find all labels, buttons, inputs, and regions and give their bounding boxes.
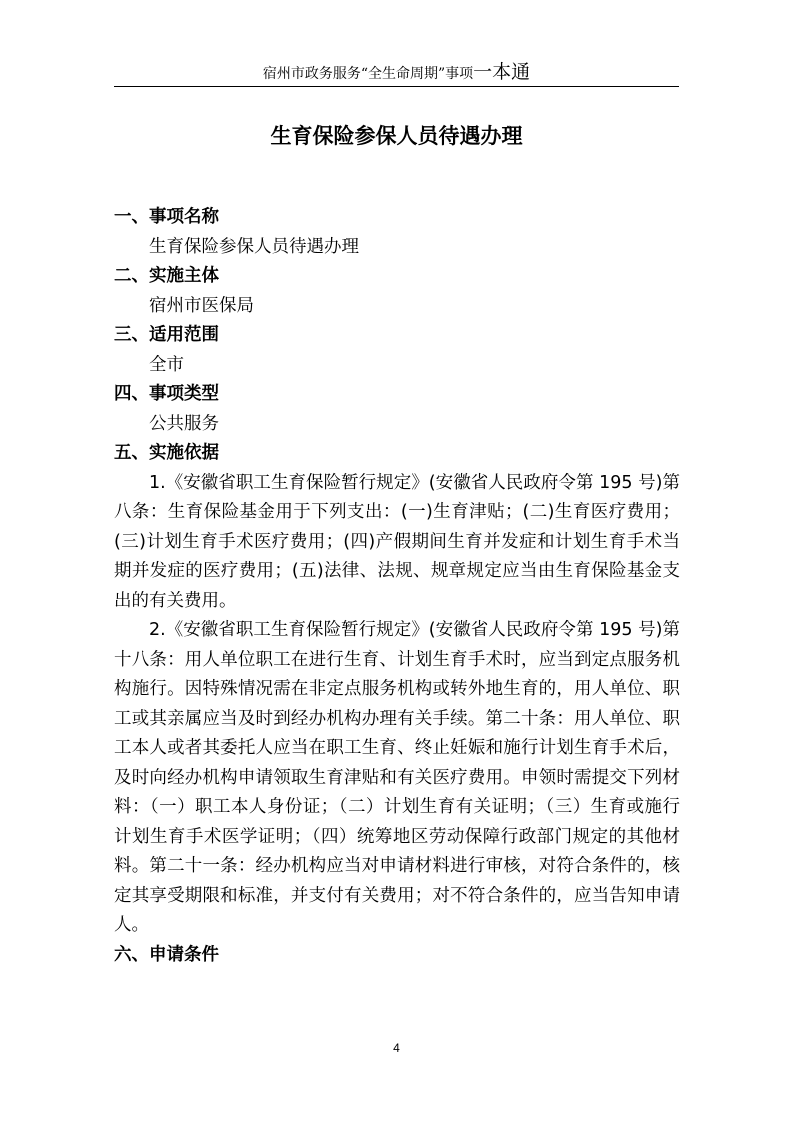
running-header <box>114 62 679 84</box>
section-content-subject: 宿州市医保局 <box>149 295 254 316</box>
document-title: 生育保险参保人员待遇办理 <box>270 124 523 148</box>
section-heading-type: 四、事项类型 <box>114 384 219 404</box>
basis-paragraph-1: 1.《安徽省职工生育保险暂行规定》(安徽省人民政府令第 195 号)第八条：生育保险基金用于下列支出：(一)生育津贴；(二)生育医疗费用；(三)计划生育手术医疗费用；(四)产假期间生育并发症和计划生育手术当期并发症的医疗费用；(五)法律、法规、规章规定应当由生育保险基金支出的有关费用。 <box>114 472 680 611</box>
header-text: 宿州市政务服务“全生命周期”事项 <box>262 66 474 82</box>
section-heading-subject: 二、实施主体 <box>114 266 219 286</box>
page-number: 4 <box>393 1041 400 1055</box>
section-heading-scope: 三、适用范围 <box>114 325 219 345</box>
section-heading-name: 一、事项名称 <box>114 207 219 227</box>
header-rule <box>114 86 679 87</box>
basis-paragraph-2: 2.《安徽省职工生育保险暂行规定》(安徽省人民政府令第 195 号)第十八条：用人单位职工在进行生育、计划生育手术时，应当到定点服务机构施行。因特殊情况需在非定点服务机构或转外地生育的，用人单位、职工或其亲属应当及时到经办机构办理有关手续。第二十条：用人单位、职工本人或者其委托人应当在职工生育、终止妊娠和施行计划生育手术后，及时向经办机构申请领取生育津贴和有关医疗费用。申领时需提交下列材料：（一）职工本人身份证；（二）计划生育有关证明；（三）生育或施行计划生育手术医学证明；（四）统筹地区劳动保障行政部门规定的其他材料。第二十一条：经办机构应当对申请材料进行审核，对符合条件的，核定其享受期限和标准，并支付有关费用；对不符合条件的，应当告知申请人。 <box>114 620 680 935</box>
section-heading-basis: 五、实施依据 <box>114 443 219 463</box>
section-heading-conditions: 六、申请条件 <box>114 944 219 965</box>
header-text-large: 一本通 <box>473 61 531 83</box>
document-body <box>114 203 680 970</box>
section-content-scope: 全市 <box>149 354 184 375</box>
section-content-type: 公共服务 <box>149 413 219 434</box>
section-content-name: 生育保险参保人员待遇办理 <box>149 236 359 257</box>
